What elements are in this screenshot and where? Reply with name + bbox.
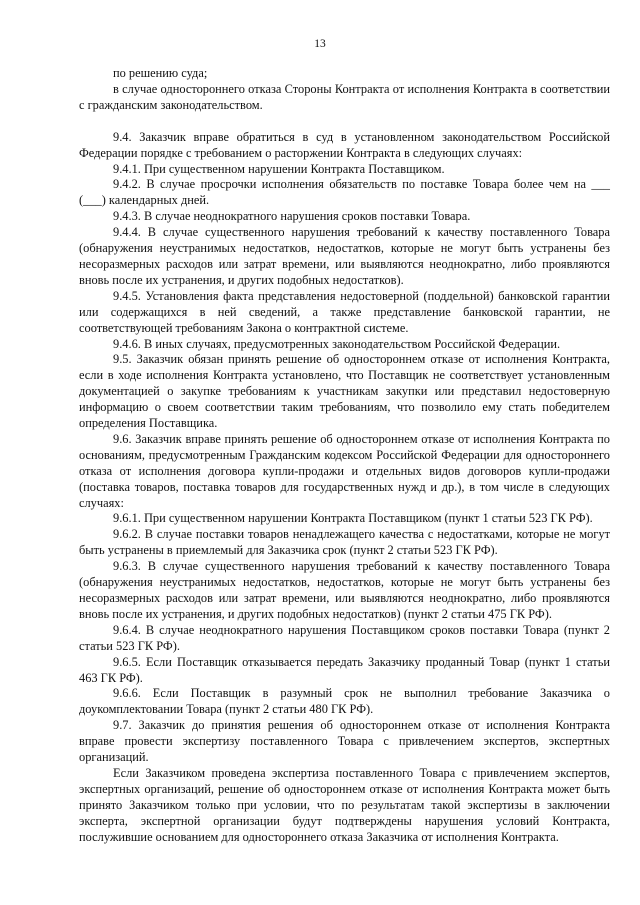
clause-9-7-expertise: Если Заказчиком проведена экспертиза поставленного Товара с привлечением экспертов, экспертных организаций, решение об одностороннем отказе от исполнения Контракта может быть принято Заказчиком только при условии, что по результатам такой экспертизы в заключении эксперта, экспертной организации будут подтверждены нарушения условий Контракта, послужившие основанием для одностороннего отказа Заказчика от исполнения Контракта. [79, 765, 610, 844]
clause-9-6-4: 9.6.4. В случае неоднократного нарушения Поставщиком сроков поставки Товара (пункт 2 статьи 523 ГК РФ). [79, 622, 610, 653]
clause-9-6-2: 9.6.2. В случае поставки товаров ненадлежащего качества с недостатками, которые не могут быть устранены в приемлемый для Заказчика срок (пункт 2 статьи 523 ГК РФ). [79, 527, 610, 558]
clause-9-6-5: 9.6.5. Если Поставщик отказывается передать Заказчику проданный Товар (пункт 1 статьи 463 ГК РФ). [79, 654, 610, 685]
clause-9-6-6: 9.6.6. Если Поставщик в разумный срок не выполнил требование Заказчика о доукомплектовании Товара (пункт 2 статьи 480 ГК РФ). [79, 686, 610, 717]
clause-9-4-1: 9.4.1. При существенном нарушении Контракта Поставщиком. [113, 161, 445, 176]
clause-9-5: 9.5. Заказчик обязан принять решение об одностороннем отказе от исполнения Контракта, если в ходе исполнения Контракта установлено, что Поставщик не соответствует установленным документацией о закупке требованиям к участникам закупки или представил недостоверную информацию о своем соответствии таким требованиям, что позволило ему стать победителем определения Поставщика. [79, 352, 610, 431]
paragraph-court-decision: по решению суда; [113, 66, 208, 80]
clause-9-4-5: 9.4.5. Установления факта представления недостоверной (поддельной) банковской гарантии или содержащихся в ней сведений, а также представление банковской гарантии, не соответствующей требованиям Закона о контрактной системе. [79, 288, 610, 335]
paragraph-unilateral-refusal: в случае одностороннего отказа Стороны Контракта от исполнения Контракта в соответствии с гражданским законодательством. [79, 81, 610, 112]
clause-9-4-3: 9.4.3. В случае неоднократного нарушения сроков поставки Товара. [113, 209, 471, 224]
clause-9-6-1: 9.6.1. При существенном нарушении Контракта Поставщиком (пункт 1 статьи 523 ГК РФ). [113, 511, 593, 526]
clause-9-4-6: 9.4.6. В иных случаях, предусмотренных законодательством Российской Федерации. [113, 336, 561, 351]
clause-9-4: 9.4. Заказчик вправе обратиться в суд в установленном законодательством Российской Федерации порядке с требованием о расторжении Контракта в следующих случаях: [79, 129, 610, 160]
clause-9-6-3: 9.6.3. В случае существенного нарушения требований к качеству поставленного Товара (обнаружения неустранимых недостатков, недостатков, которые не могут быть устранены без несоразмерных расходов или затрат времени, или выявляются неоднократно, либо проявляются вновь после их устранения, и других подобных недостатков) (пункт 2 статьи 475 ГК РФ). [79, 559, 610, 621]
clause-9-7: 9.7. Заказчик до принятия решения об одностороннем отказе от исполнения Контракта вправе провести экспертизу поставленного Товара с привлечением экспертов, экспертных организаций. [79, 718, 610, 765]
clause-9-4-2: 9.4.2. В случае просрочки исполнения обязательств по поставке Товара более чем на ___ (___) календарных дней. [79, 177, 610, 208]
document-body [79, 66, 610, 846]
clause-9-4-4: 9.4.4. В случае существенного нарушения требований к качеству поставленного Товара (обнаружения неустранимых недостатков, недостатков, которые не могут быть устранены без несоразмерных расходов или затрат времени, или выявляются неоднократно, либо проявляются вновь после их устранения, и других подобных недостатков). [79, 225, 610, 287]
page-number: 13 [314, 38, 326, 50]
clause-9-6: 9.6. Заказчик вправе принять решение об одностороннем отказе от исполнения Контракта по основаниям, предусмотренным Гражданским кодексом Российской Федерации для одностороннего отказа от исполнения договора купли-продажи и отдельных видов договоров купли-продажи (поставка товаров, поставка товаров для государственных нужд и др.), в том числе в следующих случаях: [79, 431, 610, 510]
